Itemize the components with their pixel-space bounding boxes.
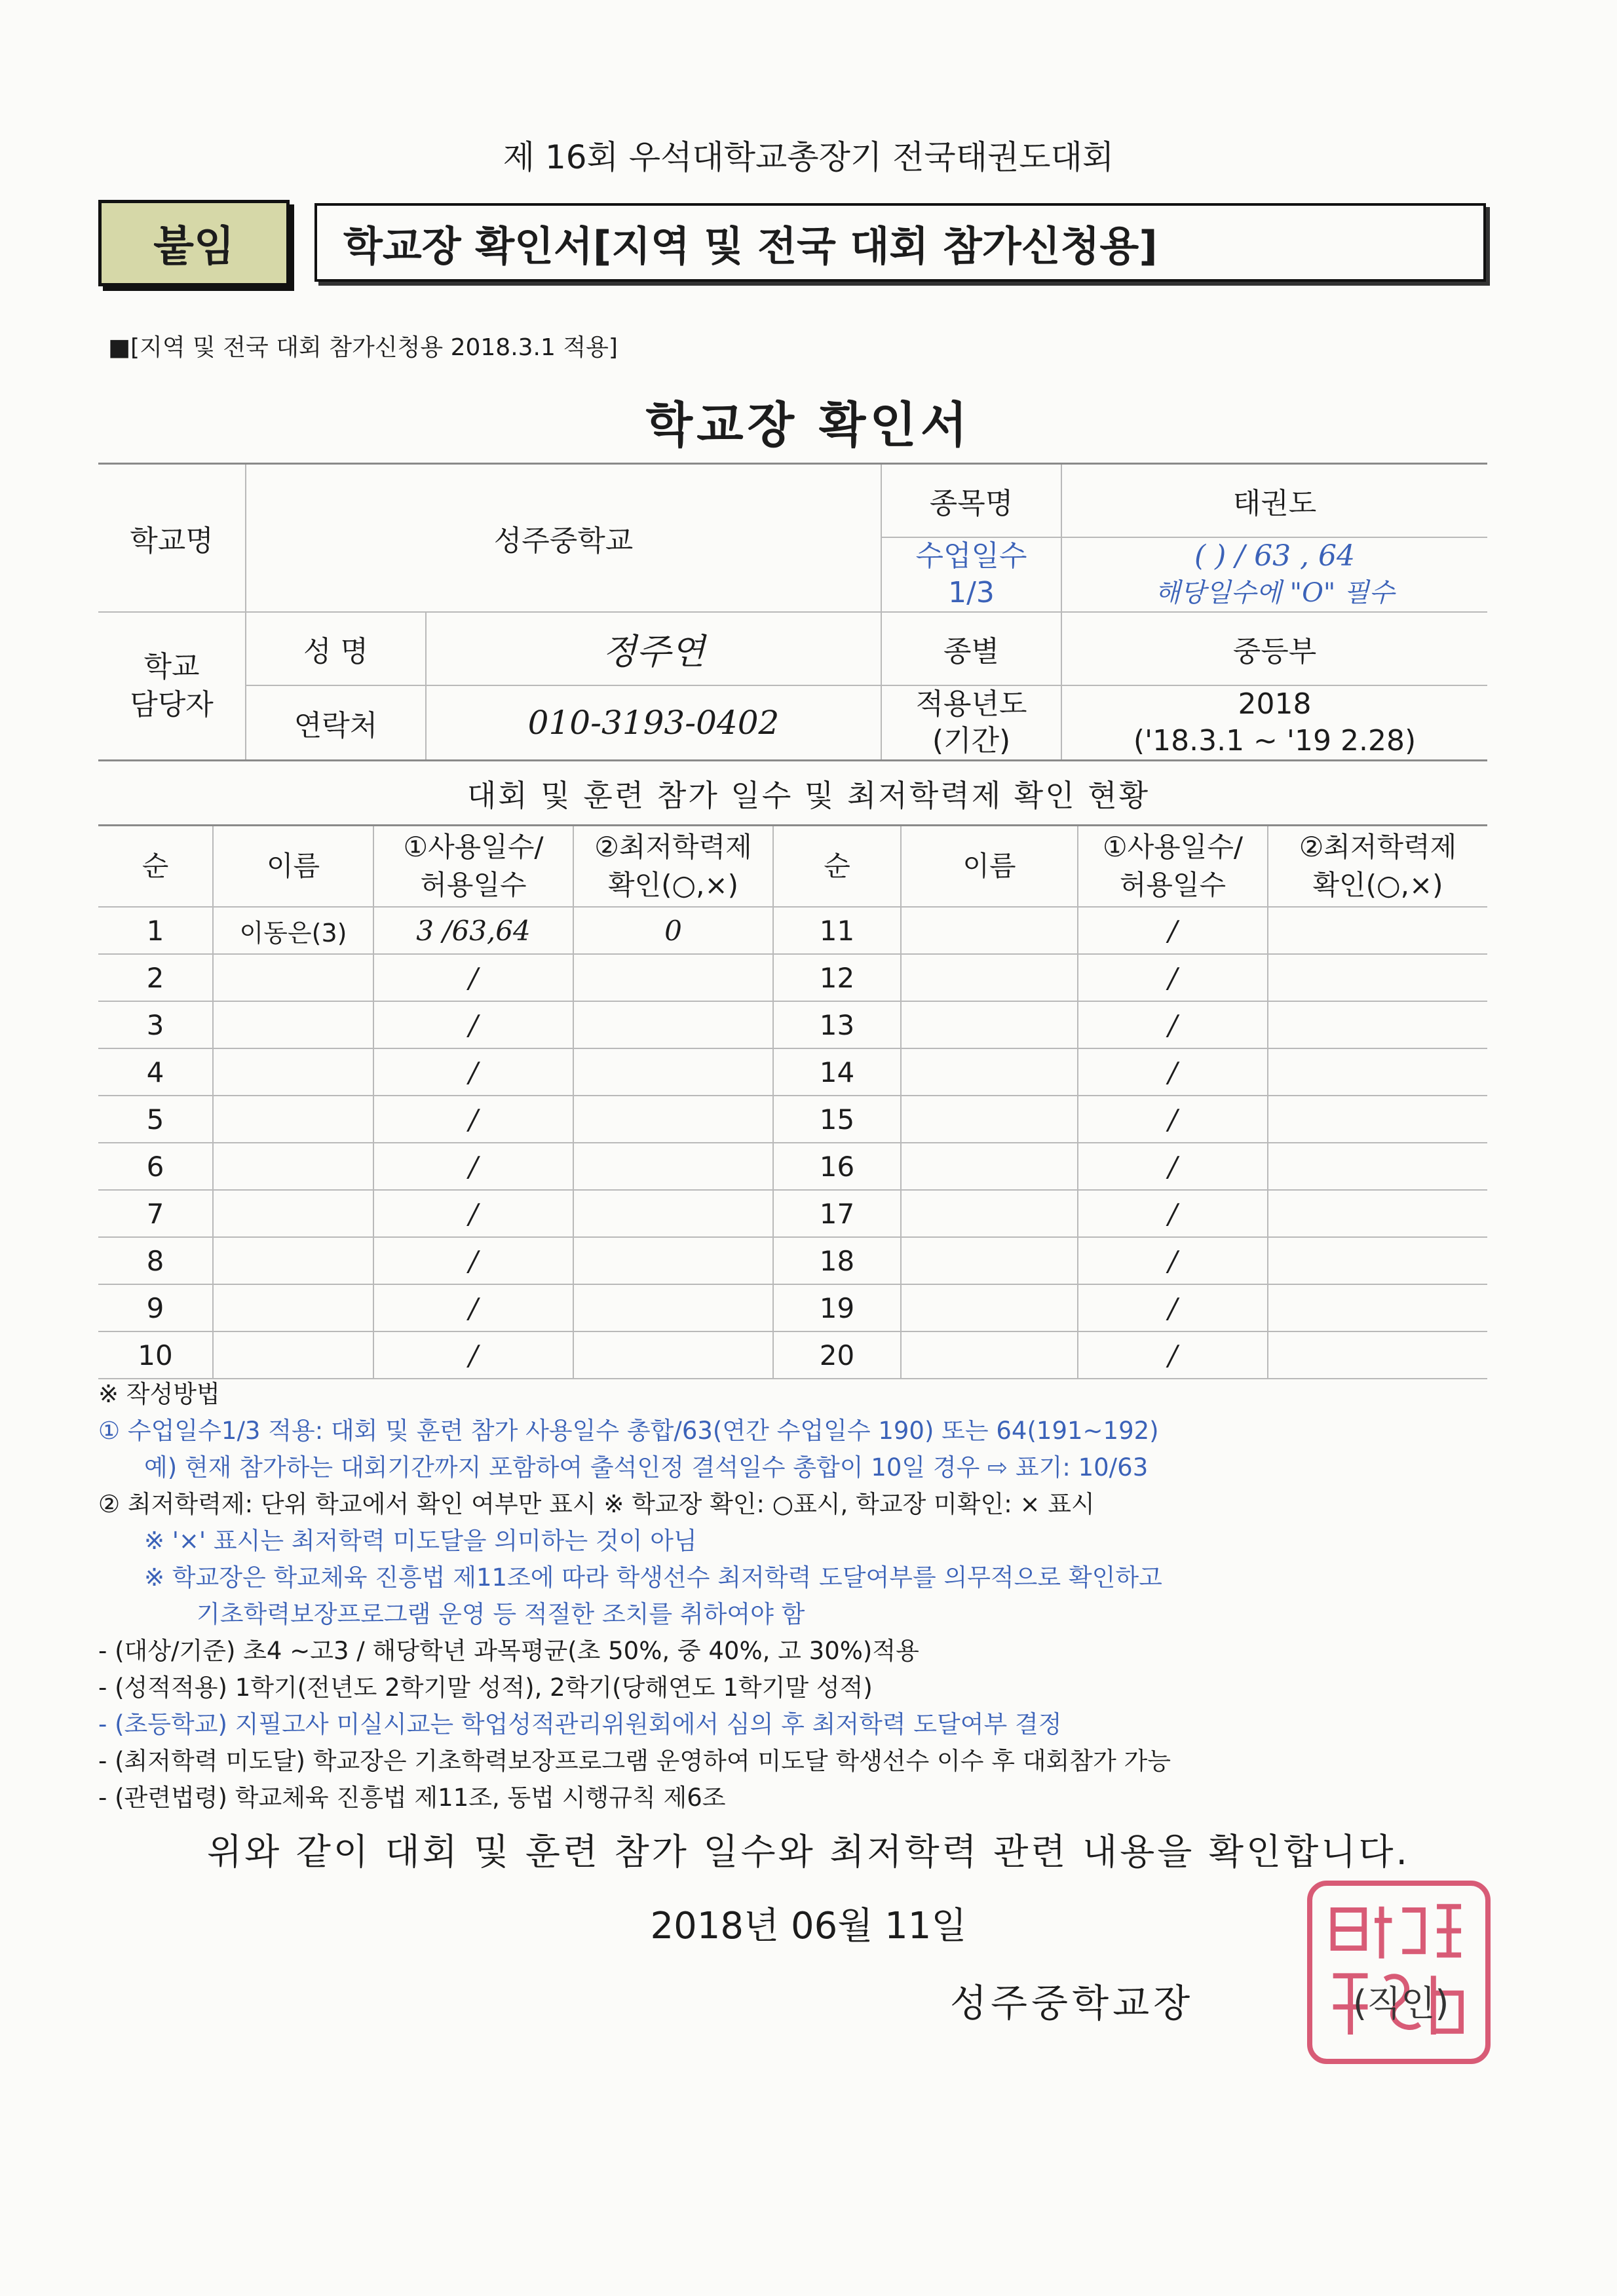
name-label: 성 명 [246,612,426,685]
table-row [98,1143,1487,1190]
min-academic-check [1268,1048,1487,1096]
method-line: - (초등학교) 지필고사 미실시교는 학업성적관리위원회에서 심의 후 최저학력 도달여부 결정 [98,1710,1062,1738]
used-days: / [1078,1143,1268,1190]
row-number: 9 [98,1284,213,1331]
category-label: 종별 [881,612,1061,685]
min-academic-check: 0 [573,907,773,954]
method-line: - (관련법령) 학교체육 진흥법 제11조, 동법 시행규칙 제6조 [98,1784,726,1812]
table-row [98,907,1487,954]
row-number: 4 [98,1048,213,1096]
used-days: / [373,954,573,1001]
contact-label: 연락처 [246,685,426,761]
row-number: 3 [98,1001,213,1048]
min-academic-check [573,954,773,1001]
used-days: / [1078,1001,1268,1048]
min-academic-check [1268,1143,1487,1190]
header-no: 순 [98,826,213,908]
method-line: ※ 학교장은 학교체육 진흥법 제11조에 따라 학생선수 최저학력 도달여부를 의무적으로 확인하고 [144,1563,1162,1592]
athlete-name [901,907,1078,954]
method-line: - (성적적용) 1학기(전년도 2학기말 성적), 2학기(당해연도 1학기말 성적) [98,1674,873,1702]
used-days: / [373,1237,573,1284]
min-academic-check [1268,1284,1487,1331]
used-days: / [373,1048,573,1096]
athlete-name [901,1143,1078,1190]
min-academic-check [573,1284,773,1331]
min-academic-check [1268,954,1487,1001]
table-row [98,1237,1487,1284]
row-number: 20 [773,1331,901,1379]
method-heading: ※ 작성방법 [98,1380,220,1408]
min-academic-check [573,1190,773,1237]
min-academic-check [573,1096,773,1143]
row-number: 17 [773,1190,901,1237]
used-days: 3 /63,64 [373,907,573,954]
method-line: - (대상/기준) 초4 ~고3 / 해당학년 과목평균(초 50%, 중 40%, 고 30%)적용 [98,1637,919,1665]
athlete-name [213,1001,373,1048]
header-name: 이름 [901,826,1078,908]
method-line: ① 수업일수1/3 적용: 대회 및 훈련 참가 사용일수 총합/63(연간 수업일수 190) 또는 64(191~192) [98,1417,1159,1445]
row-number: 16 [773,1143,901,1190]
min-academic-check [573,1143,773,1190]
header-name: 이름 [213,826,373,908]
used-days: / [1078,1237,1268,1284]
confirm-statement: 위와 같이 대회 및 훈련 참가 일수와 최저학력 관련 내용을 확인합니다. [207,1831,1410,1873]
row-number: 1 [98,907,213,954]
section-title: 대회 및 훈련 참가 일수 및 최저학력제 확인 현황 [466,778,1151,813]
min-academic-check [1268,1001,1487,1048]
athlete-name [901,1048,1078,1096]
row-number: 12 [773,954,901,1001]
table-row [98,1001,1487,1048]
name-value: 정주연 [426,612,881,685]
year-value: 2018 ('18.3.1 ~ '19 2.28) [1061,685,1487,761]
year-label: 적용년도 (기간) [881,685,1061,761]
athlete-name [213,1331,373,1379]
school-label: 학교명 [98,464,246,613]
document-title-box: 학교장 확인서[지역 및 전국 대회 참가신청용] [314,203,1486,282]
method-line: 예) 현재 참가하는 대회기간까지 포함하여 출석인정 결석일수 총합이 10일 경우 ⇨ 표기: 10/63 [144,1453,1149,1482]
row-number: 5 [98,1096,213,1143]
table-row [98,1331,1487,1379]
athlete-name [901,1284,1078,1331]
athlete-name [213,1048,373,1096]
header-min: ②최저학력제 확인(○,×) [1268,826,1487,908]
min-academic-check [1268,1331,1487,1379]
used-days: / [1078,1284,1268,1331]
table-row [98,1096,1487,1143]
manager-label: 학교 담당자 [98,612,246,761]
event-label: 종목명 [881,464,1061,538]
apply-note: ■[지역 및 전국 대회 참가신청용 2018.3.1 적용] [108,334,618,361]
used-days: / [373,1190,573,1237]
athlete-name [213,1190,373,1237]
athlete-name [901,1331,1078,1379]
used-days: / [1078,907,1268,954]
row-number: 15 [773,1096,901,1143]
min-academic-check [1268,1237,1487,1284]
min-academic-check [573,1048,773,1096]
used-days: / [1078,1331,1268,1379]
event-value: 태권도 [1061,464,1487,538]
method-line: - (최저학력 미도달) 학교장은 기초학력보장프로그램 운영하여 미도달 학생선수 이수 후 대회참가 가능 [98,1747,1171,1775]
used-days: / [373,1331,573,1379]
row-number: 13 [773,1001,901,1048]
table-row [98,1048,1487,1096]
athlete-name [901,1237,1078,1284]
official-seal [1307,1881,1491,2064]
athlete-name: 이동은(3) [213,907,373,954]
athlete-name [213,1096,373,1143]
athlete-name [213,954,373,1001]
row-number: 18 [773,1237,901,1284]
class-days-value: ( ) / 63 , 64 해당일수에 "O" 필수 [1061,537,1487,612]
used-days: / [373,1001,573,1048]
row-number: 6 [98,1143,213,1190]
row-number: 10 [98,1331,213,1379]
roster-header-row [98,826,1487,908]
header-days: ①사용일수/ 허용일수 [373,826,573,908]
row-number: 14 [773,1048,901,1096]
row-number: 7 [98,1190,213,1237]
row-number: 8 [98,1237,213,1284]
row-number: 19 [773,1284,901,1331]
method-line: ② 최저학력제: 단위 학교에서 확인 여부만 표시 ※ 학교장 확인: ○표시, 학교장 미확인: × 표시 [98,1490,1095,1518]
min-academic-check [1268,907,1487,954]
method-line: ※ '×' 표시는 최저학력 미도달을 의미하는 것이 아님 [144,1527,697,1555]
contact-value: 010-3193-0402 [426,685,881,761]
info-table [98,463,1487,761]
writing-method [98,1376,1513,1816]
seal-label: (직인) [1353,1983,1449,2024]
min-academic-check [573,1331,773,1379]
athlete-name [213,1284,373,1331]
athlete-name [901,1190,1078,1237]
header-min: ②최저학력제 확인(○,×) [573,826,773,908]
min-academic-check [573,1001,773,1048]
class-days-label: 수업일수 1/3 [881,537,1061,612]
roster-table [98,824,1487,1379]
min-academic-check [573,1237,773,1284]
used-days: / [373,1096,573,1143]
used-days: / [1078,1048,1268,1096]
table-row [98,1284,1487,1331]
athlete-name [213,1237,373,1284]
main-title: 학교장 확인서 [645,397,972,453]
used-days: / [1078,1096,1268,1143]
issue-date: 2018년 06월 11일 [650,1905,967,1947]
athlete-name [901,1096,1078,1143]
category-value: 중등부 [1061,612,1487,685]
table-row [98,1190,1487,1237]
principal-signature: 성주중학교장 [950,1981,1194,2025]
header-no: 순 [773,826,901,908]
min-academic-check [1268,1190,1487,1237]
row-number: 11 [773,907,901,954]
min-academic-check [1268,1096,1487,1143]
row-number: 2 [98,954,213,1001]
header-days: ①사용일수/ 허용일수 [1078,826,1268,908]
seal-icon [1312,1886,1485,2059]
attachment-badge: 붙임 [98,200,290,286]
athlete-name [213,1143,373,1190]
method-line: 기초학력보장프로그램 운영 등 적절한 조치를 취하여야 함 [197,1600,805,1628]
school-value: 성주중학교 [246,464,881,613]
competition-title: 제 16회 우석대학교총장기 전국태권도대회 [503,138,1114,176]
athlete-name [901,1001,1078,1048]
used-days: / [373,1143,573,1190]
used-days: / [1078,1190,1268,1237]
table-row [98,954,1487,1001]
used-days: / [373,1284,573,1331]
used-days: / [1078,954,1268,1001]
athlete-name [901,954,1078,1001]
